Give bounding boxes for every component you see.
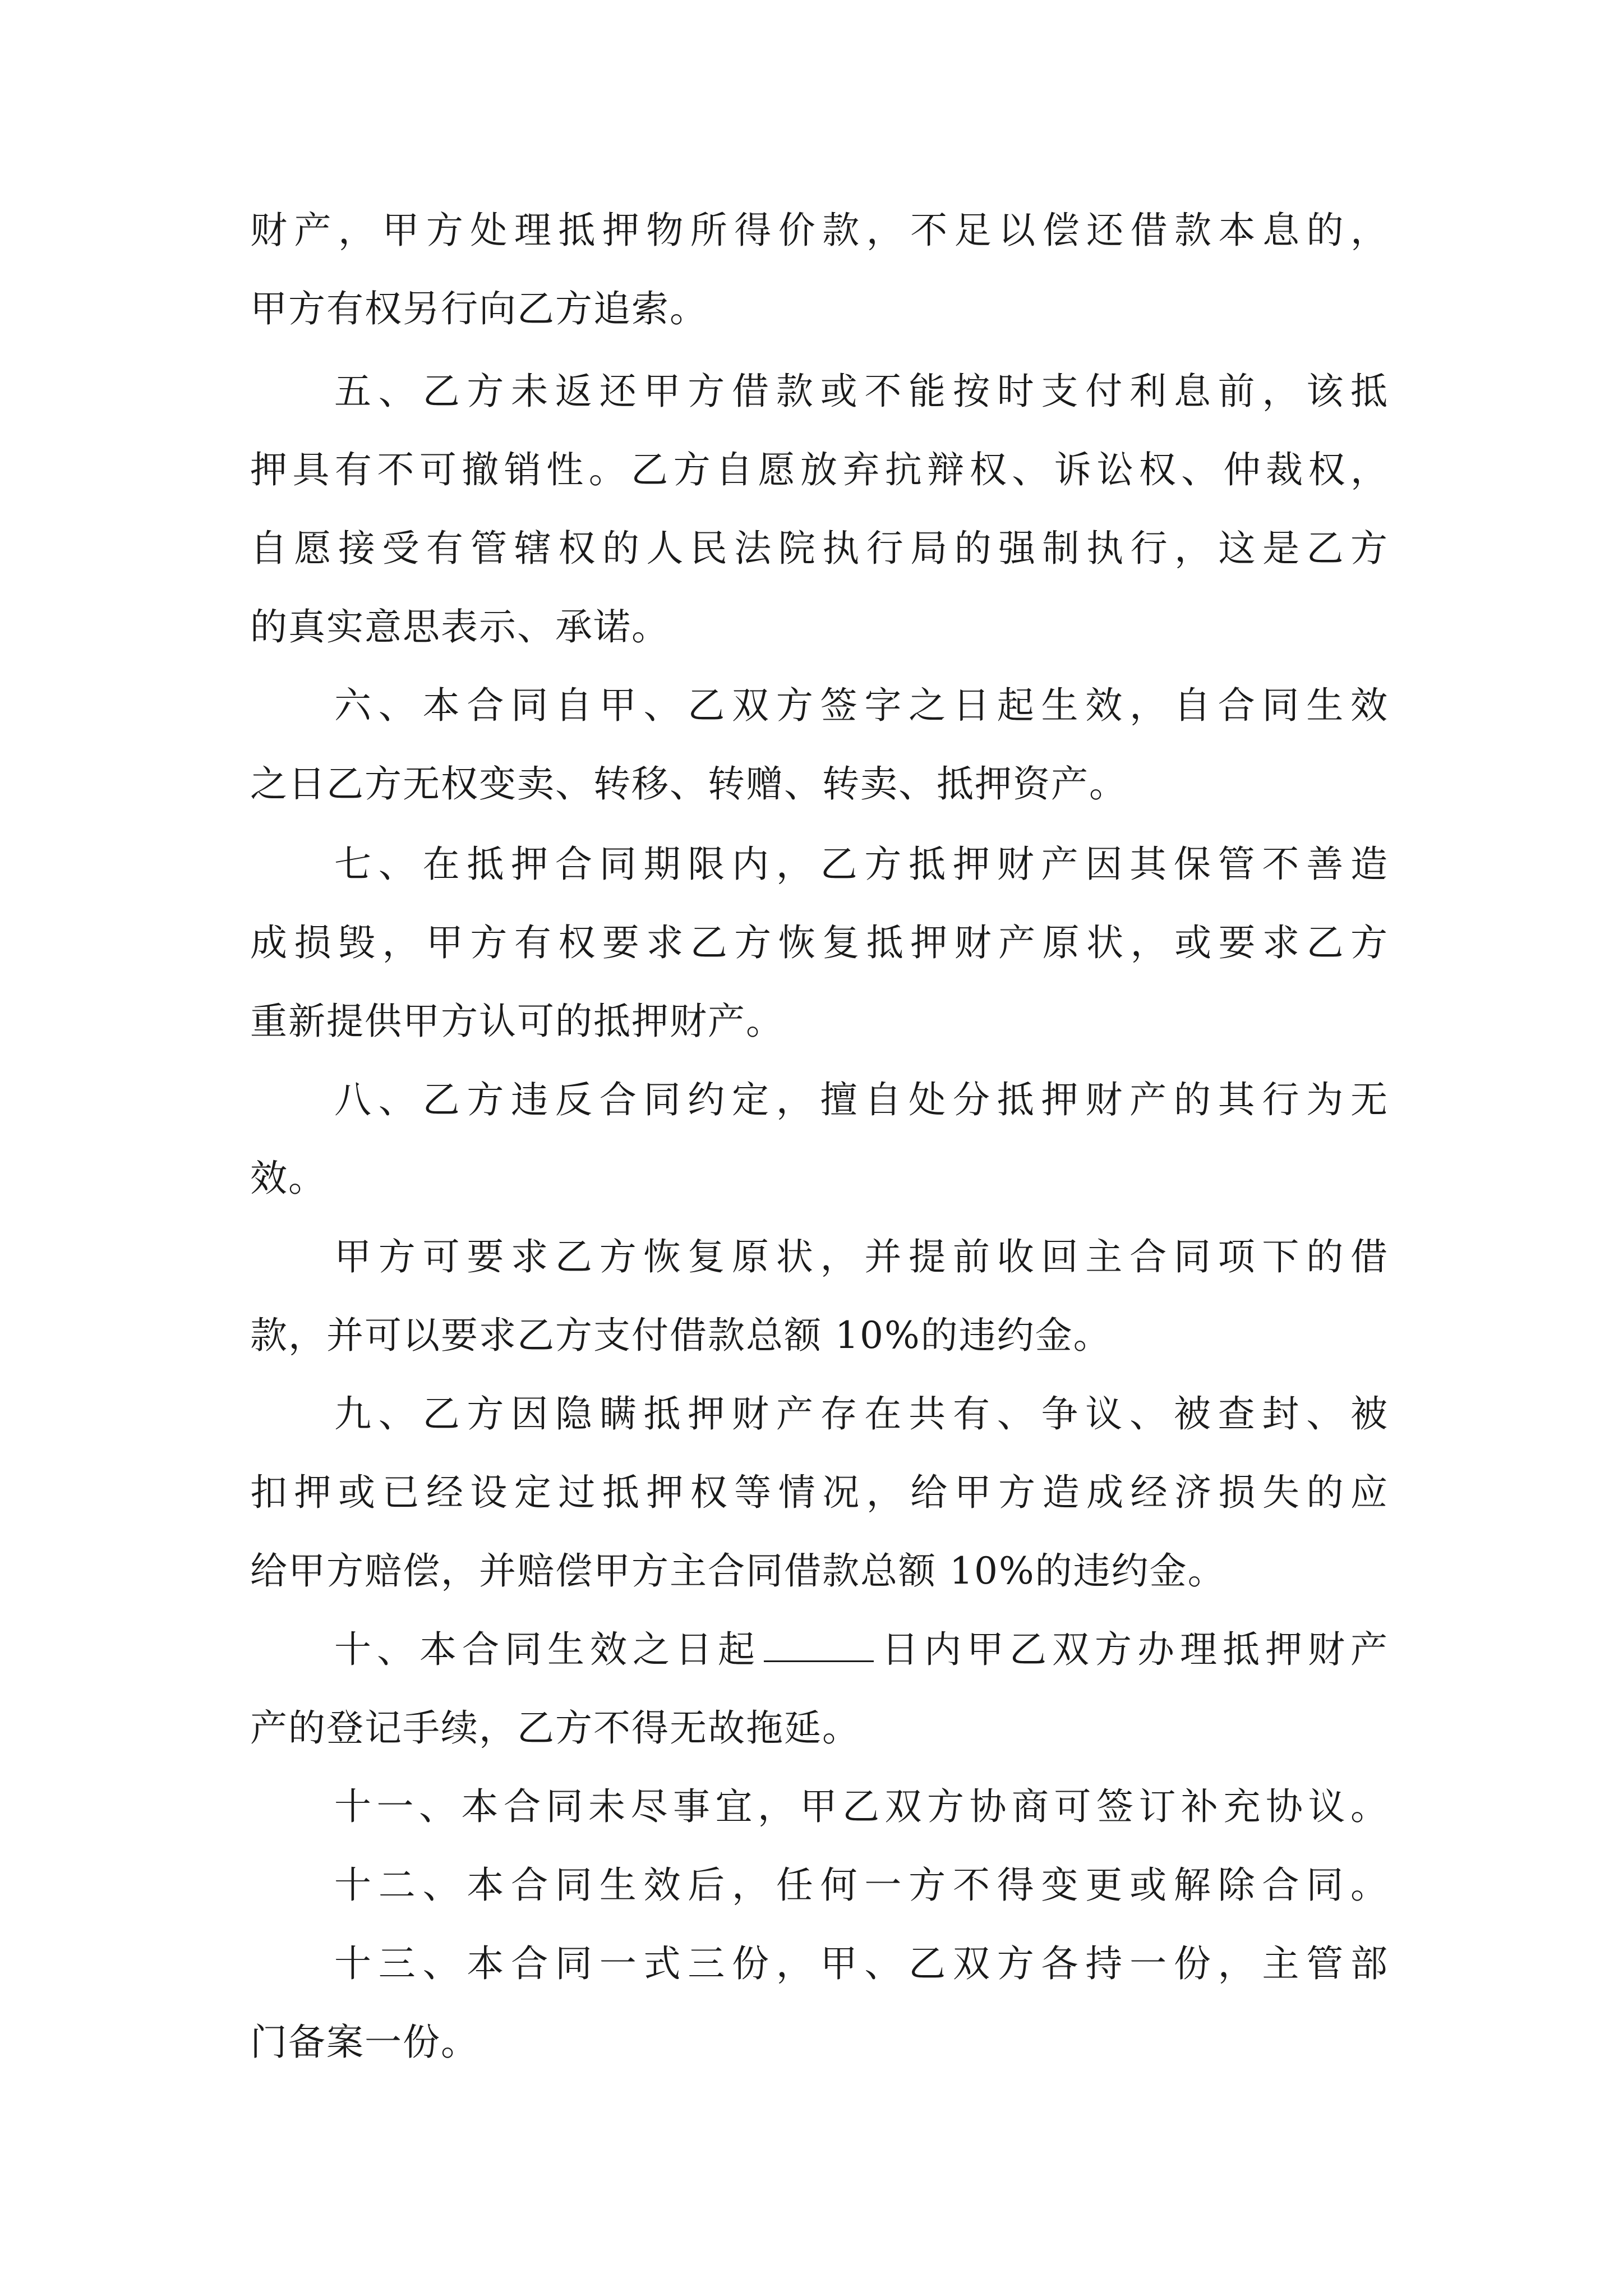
text-line: 扣押或已经设定过抵押权等情况，给甲方造成经济损失的应	[250, 1471, 1389, 1514]
text-line: 款，并可以要求乙方支付借款总额 10%的违约金。	[250, 1314, 1112, 1357]
text-line: 财产，甲方处理抵押物所得价款，不足以偿还借款本息的，	[250, 209, 1389, 252]
text-line: 重新提供甲方认可的抵押财产。	[250, 1000, 784, 1043]
text-line: 产的登记手续，乙方不得无故拖延。	[250, 1706, 860, 1750]
text-line: 之日乙方无权变卖、转移、转赠、转卖、抵押资产。	[250, 762, 1127, 806]
text-line: 押具有不可撤销性。乙方自愿放弃抗辩权、诉讼权、仲裁权，	[250, 448, 1389, 491]
clause-11-line: 十一、本合同未尽事宜，甲乙双方协商可签订补充协议。	[334, 1785, 1389, 1828]
clause-9-line: 九、乙方因隐瞒抵押财产存在共有、争议、被查封、被	[334, 1392, 1389, 1435]
clause-10-line	[334, 1625, 1389, 1675]
clause-5-line: 五、乙方未返还甲方借款或不能按时支付利息前，该抵	[334, 370, 1389, 413]
clause-13-line: 十三、本合同一式三份，甲、乙双方各持一份，主管部	[334, 1942, 1389, 1985]
blank-field	[764, 1628, 874, 1662]
clause-8-line: 八、乙方违反合同约定，擅自处分抵押财产的其行为无	[334, 1078, 1389, 1121]
clause-12-line: 十二、本合同生效后，任何一方不得变更或解除合同。	[334, 1864, 1389, 1907]
text-line: 给甲方赔偿，并赔偿甲方主合同借款总额 10%的违约金。	[250, 1549, 1226, 1593]
clause-7-line: 七、在抵押合同期限内，乙方抵押财产因其保管不善造	[334, 843, 1389, 886]
text-line: 效。	[250, 1157, 326, 1200]
text-line: 的真实意思表示、承诺。	[250, 605, 670, 648]
text-line: 成损毁，甲方有权要求乙方恢复抵押财产原状，或要求乙方	[250, 921, 1389, 964]
text-line: 自愿接受有管辖权的人民法院执行局的强制执行，这是乙方	[250, 527, 1389, 570]
text-line: 甲方有权另行向乙方追索。	[250, 287, 708, 330]
text-line: 门备案一份。	[250, 2021, 479, 2064]
clause-10-text-after: 日内甲乙双方办理抵押财产	[877, 1628, 1389, 1671]
clause-6-line: 六、本合同自甲、乙双方签字之日起生效，自合同生效	[334, 684, 1389, 727]
clause-10-text-before: 十、本合同生效之日起	[334, 1628, 760, 1671]
paragraph-line: 甲方可要求乙方恢复原状，并提前收回主合同项下的借	[334, 1235, 1389, 1278]
